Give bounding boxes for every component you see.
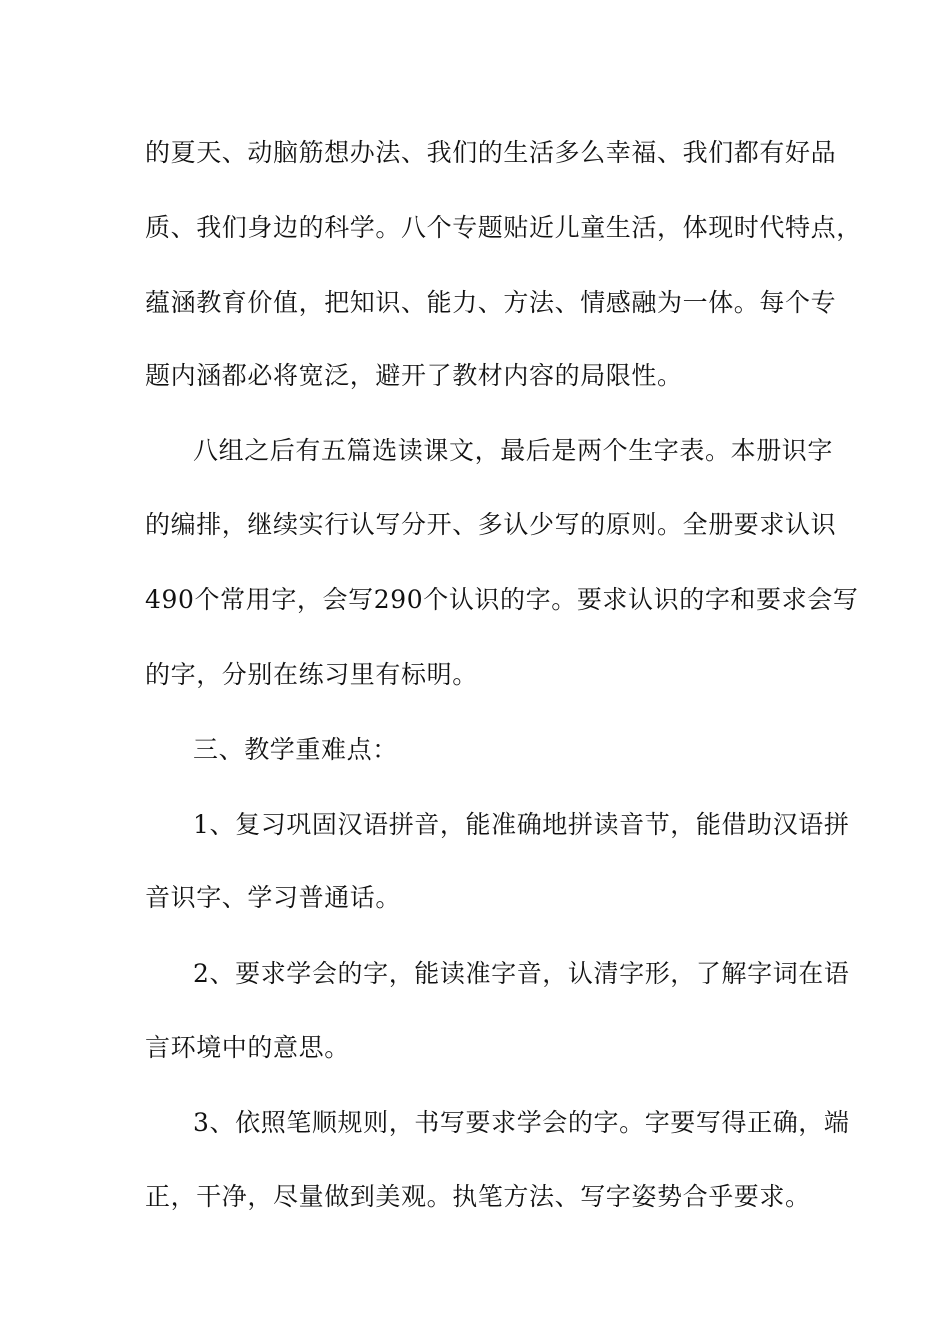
text-line-6: 的编排，继续实行认写分开、多认少写的原则。全册要求认识 (145, 510, 837, 539)
text-line-12: 2、要求学会的字，能读准字音，认清字形，了解字词在语 (193, 959, 850, 988)
text-line-10: 1、复习巩固汉语拼音，能准确地拼读音节，能借助汉语拼 (193, 810, 850, 839)
text-line-1: 的夏天、动脑筋想办法、我们的生活多么幸福、我们都有好品 (145, 138, 837, 167)
text-line-2: 质、我们身边的科学。八个专题贴近儿童生活，体现时代特点， (145, 213, 862, 242)
text-line-4: 题内涵都必将宽泛，避开了教材内容的局限性。 (145, 361, 683, 390)
text-line-5: 八组之后有五篇选读课文，最后是两个生字表。本册识字 (193, 436, 834, 465)
text-line-11: 音识字、学习普通话。 (145, 883, 402, 912)
text-line-8: 的字，分别在练习里有标明。 (145, 660, 478, 689)
text-line-14: 3、依照笔顺规则，书写要求学会的字。字要写得正确，端 (193, 1108, 850, 1137)
text-line-15: 正，干净，尽量做到美观。执笔方法、写字姿势合乎要求。 (145, 1182, 811, 1211)
text-line-7: 490个常用字，会写290个认识的字。要求认识的字和要求会写 (145, 585, 859, 614)
text-line-3: 蕴涵教育价值，把知识、能力、方法、情感融为一体。每个专 (145, 288, 837, 317)
section-heading: 三、教学重难点： (193, 735, 398, 764)
text-line-13: 言环境中的意思。 (145, 1033, 350, 1062)
